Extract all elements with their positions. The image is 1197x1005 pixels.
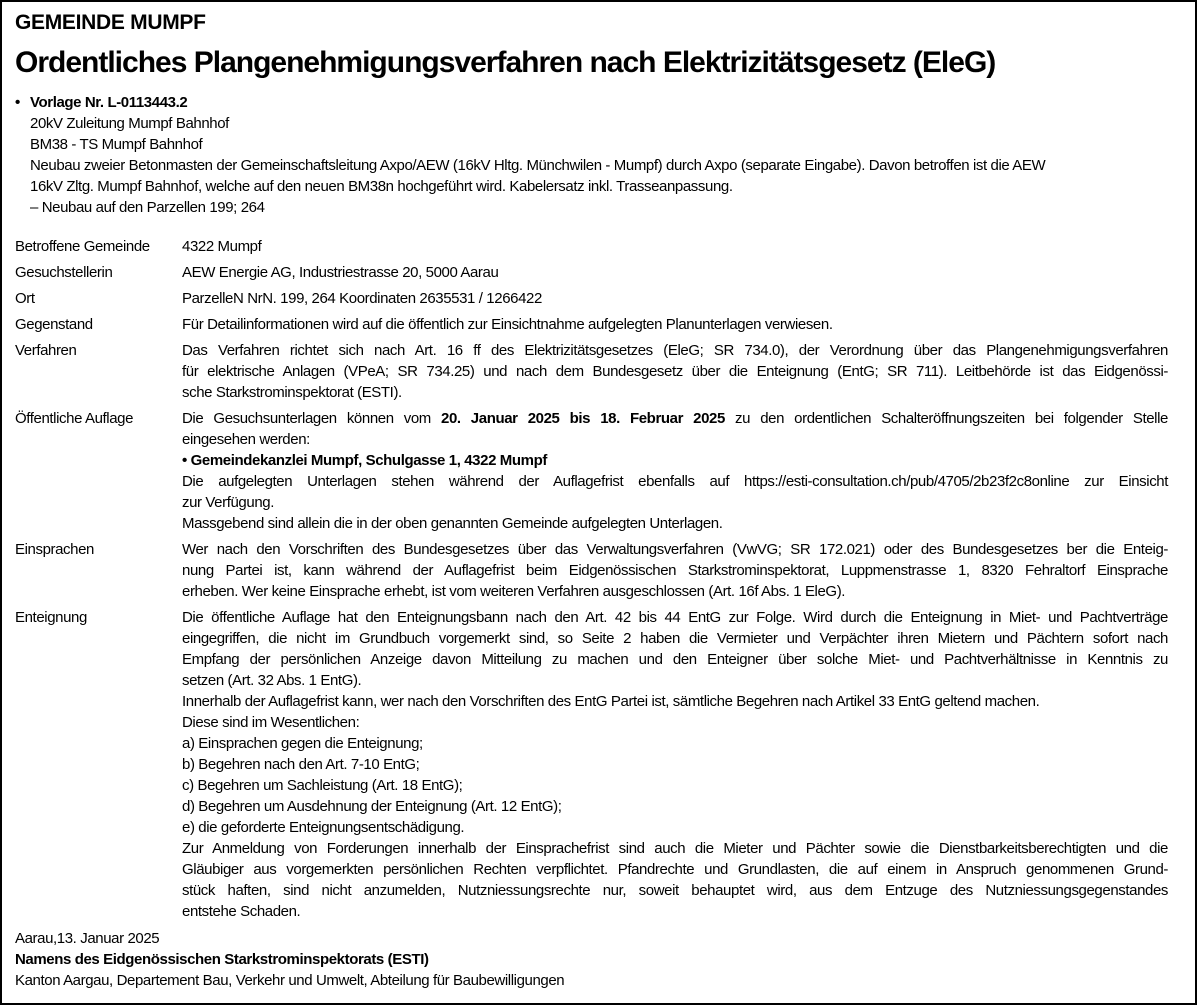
text-line: entstehe Schaden. [182, 903, 301, 920]
project-line: BM38 - TS Mumpf Bahnhof [30, 136, 203, 153]
vorlage-number: Vorlage Nr. L-0113443.2 [30, 94, 188, 111]
row-label: Gesuchstellerin [15, 264, 113, 281]
row-label: Gegenstand [15, 316, 93, 333]
table-row-oeffentliche-auflage [15, 408, 1168, 534]
text-line: Innerhalb der Auflagefrist kann, wer nach den Vorschriften des EntG Partei ist, sämtliche Begehren nach Artikel 33 EntG geltend machen. [182, 693, 1040, 710]
text-line: Empfang der persönlichen Anzeige davon Mitteilung zu machen und den Enteigner über solche Miet- und Pachtverhältnisse in Kenntnis zu [182, 651, 1168, 668]
text-line: Zur Anmeldung von Forderungen innerhalb der Einsprachefrist sind auch die Mieter und Pächter sowie die Dienstbarkeitsberechtigten und die [182, 840, 1168, 857]
text-line: Wer nach den Vorschriften des Bundesgesetzes über das Verwaltungsverfahren (VwVG; SR 172.021) oder des Bundesgesetzes ber die Enteig- [182, 541, 1168, 558]
list-item-d: d) Begehren um Ausdehnung der Enteignung (Art. 12 EntG); [182, 798, 562, 815]
project-description-line: Neubau zweier Betonmasten der Gemeinschaftsleitung Axpo/AEW (16kV Hltg. Münchwilen - Mumpf) durch Axpo (separate Eingabe). Davon betroffen ist die AEW [30, 157, 1046, 174]
text-line: nung Partei ist, kann während der Auflagefrist beim Eidgenössischen Starkstrominspektorat, Luppmenstrasse 1, 8320 Fehraltorf Einsprache [182, 562, 1168, 579]
row-value: 4322 Mumpf [182, 238, 262, 255]
text-line: eingesehen werden: [182, 431, 310, 448]
auflage-period-post: zu den ordentlichen Schalteröffnungszeiten bei folgender Stelle [724, 410, 1168, 427]
table-row-enteignung [15, 607, 1168, 922]
text-line: zur Verfügung. [182, 494, 274, 511]
place-date: Aarau,13. Januar 2025 [15, 930, 160, 947]
department-line: Kanton Aargau, Departement Bau, Verkehr und Umwelt, Abteilung für Baubewilligungen [15, 972, 565, 989]
table-row-ort [15, 288, 1168, 309]
row-label: Ort [15, 290, 35, 307]
bullet-icon: • [15, 94, 20, 111]
auflage-period-dates: 20. Januar 2025 bis 18. Februar 2025 [441, 410, 725, 427]
table-row-gesuchstellerin [15, 262, 1168, 283]
text-line: für elektrische Anlagen (VPeA; SR 734.25) und nach dem Bundesgesetz über die Enteignung (EntG; SR 711). Leitbehörde ist das Eidgenössi- [182, 363, 1168, 380]
project-parcels-line: – Neubau auf den Parzellen 199; 264 [30, 199, 265, 216]
text-line: Gläubiger aus vorgemerkten persönlichen Rechten verpflichtet. Pfandrechte und Grundlasten, die auf einem in Anspruch genommenen Grund- [182, 861, 1168, 878]
auflage-location-line: • Gemeindekanzlei Mumpf, Schulgasse 1, 4322 Mumpf [182, 452, 547, 469]
proposal-intro [15, 92, 1168, 218]
row-value: ParzelleN NrN. 199, 264 Koordinaten 2635531 / 1266422 [182, 290, 542, 307]
vorlage-number-line [15, 92, 1168, 113]
row-value: AEW Energie AG, Industriestrasse 20, 5000 Aarau [182, 264, 499, 281]
table-row-betroffene-gemeinde [15, 236, 1168, 257]
signature-footer [15, 928, 1168, 991]
row-value: Für Detailinformationen wird auf die öffentlich zur Einsichtnahme aufgelegten Planunterlagen verwiesen. [182, 316, 833, 333]
text-line: erheben. Wer keine Einsprache erhebt, ist vom weiteren Verfahren ausgeschlossen (Art. 16f Abs. 1 EleG). [182, 583, 846, 600]
text-line [182, 408, 1168, 429]
auflage-period-pre: Die Gesuchsunterlagen können vom [182, 410, 442, 427]
text-line: sche Starkstrominspektorat (ESTI). [182, 384, 402, 401]
row-label: Betroffene Gemeinde [15, 238, 150, 255]
text-line: Die öffentliche Auflage hat den Enteignungsbann nach den Art. 42 bis 44 EntG zur Folge. Wird durch die Enteignung in Miet- und Pachtverträge [182, 609, 1168, 626]
list-item-c: c) Begehren um Sachleistung (Art. 18 EntG); [182, 777, 463, 794]
list-item-e: e) die geforderte Enteignungsentschädigung. [182, 819, 465, 836]
text-line: Massgebend sind allein die in der oben genannten Gemeinde aufgelegten Unterlagen. [182, 515, 723, 532]
table-row-verfahren [15, 340, 1168, 403]
list-item-b: b) Begehren nach den Art. 7-10 EntG; [182, 756, 420, 773]
row-label: Enteignung [15, 609, 87, 626]
row-label: Einsprachen [15, 541, 94, 558]
text-line: setzen (Art. 32 Abs. 1 EntG). [182, 672, 362, 689]
authority-name: Namens des Eidgenössischen Starkstrominspektorats (ESTI) [15, 951, 429, 968]
details-table [15, 236, 1168, 922]
auflage-url-line: Die aufgelegten Unterlagen stehen während der Auflagefrist ebenfalls auf https://esti-consultation.ch/pub/4705/2b23f2c8online zur Einsicht [182, 473, 1168, 490]
municipality-heading: GEMEINDE MUMPF [15, 11, 206, 34]
list-item-a: a) Einsprachen gegen die Enteignung; [182, 735, 423, 752]
project-line: 20kV Zuleitung Mumpf Bahnhof [30, 115, 229, 132]
row-label: Verfahren [15, 342, 77, 359]
row-label: Öffentliche Auflage [15, 410, 134, 427]
text-line: stück haften, sind nicht anzumelden, Nutzniessungsrechte nur, soweit behauptet wird, aus dem Entzuge des Nutzniessungsgegenstandes [182, 882, 1168, 899]
text-line: eingegriffen, die nicht im Grundbuch vorgemerkt sind, so Seite 2 haben die Vermieter und Verpächter ihren Mietern und Pächtern sofort nach [182, 630, 1168, 647]
table-row-einsprachen [15, 539, 1168, 602]
table-row-gegenstand [15, 314, 1168, 335]
text-line: Diese sind im Wesentlichen: [182, 714, 360, 731]
page-title: Ordentliches Plangenehmigungsverfahren nach Elektrizitätsgesetz (EleG) [15, 46, 996, 79]
project-description-line: 16kV Zltg. Mumpf Bahnhof, welche auf den neuen BM38n hochgeführt wird. Kabelersatz inkl. Trasseanpassung. [30, 178, 733, 195]
text-line: Das Verfahren richtet sich nach Art. 16 ff des Elektrizitätsgesetzes (EleG; SR 734.0), der Verordnung über das Plangenehmigungsverfahren [182, 342, 1168, 359]
